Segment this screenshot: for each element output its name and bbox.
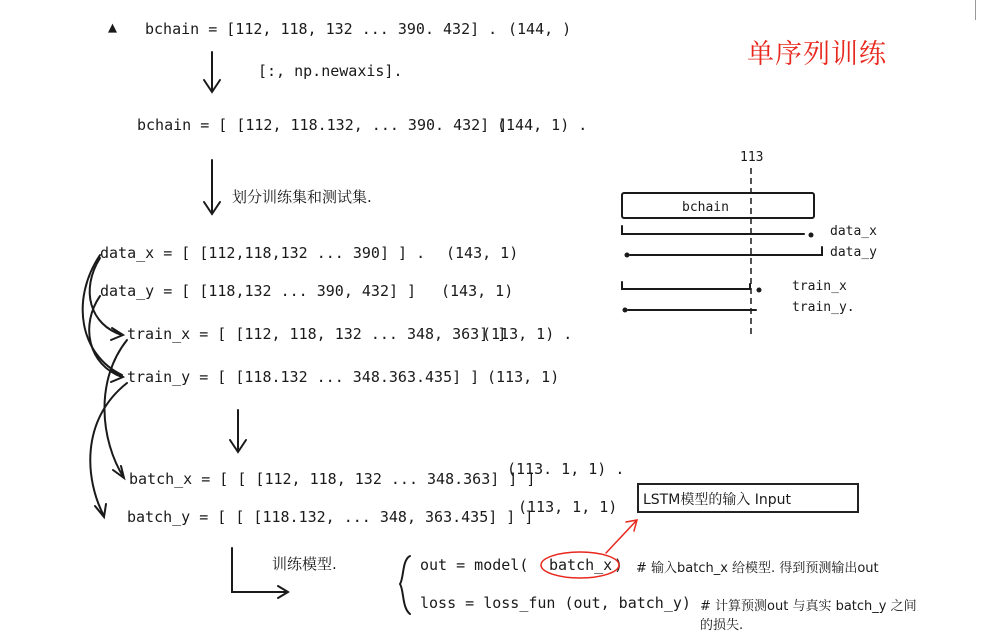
batch-y-line: batch_y = [ [ [118.132, ... 348, 363.435] ] ]	[127, 508, 534, 526]
train-y-shape: (113, 1)	[487, 368, 560, 386]
data-x-end-dot	[809, 233, 814, 238]
code-brace	[400, 556, 410, 614]
batch-x-highlight	[541, 552, 619, 578]
out-line-suffix: )	[614, 556, 624, 574]
side-train-y-label: train_y.	[792, 300, 855, 315]
curve-arrow-data-x-to-train-x	[90, 258, 123, 340]
split-label: 划分训练集和测试集.	[232, 188, 372, 206]
down-arrow-1	[204, 52, 220, 92]
bullet-mark: ▲	[108, 18, 118, 36]
down-arrow-2	[204, 160, 220, 214]
curve-arrow-data-y-to-train-y	[89, 296, 123, 382]
batch-y-shape: (113, 1, 1)	[518, 498, 618, 516]
down-arrow-3	[230, 410, 246, 452]
train-x-range	[622, 282, 750, 289]
curve-arrow-train-x-to-batch-x	[104, 340, 127, 478]
highlight-arrow-to-lstm-box	[606, 520, 637, 553]
data-x-shape: (143, 1)	[446, 244, 519, 262]
train-x-end-dot	[757, 288, 762, 293]
data-y-range	[630, 247, 822, 255]
bchain-2d-line: bchain = [ [112, 118.132, ... 390. 432] ]	[137, 116, 508, 134]
train-y-line: train_y = [ [118.132 ... 348.363.435] ]	[127, 368, 480, 386]
side-data-x-label: data_x	[830, 224, 877, 239]
loss-line: loss = loss_fun (out, batch_y)	[420, 594, 691, 612]
out-line-arg: batch_x	[549, 556, 613, 574]
loss-comment-2: 的损失.	[700, 618, 744, 633]
data-y-start-dot	[625, 253, 630, 258]
batch-x-line: batch_x = [ [ [112, 118, 132 ... 348.363] ] ]	[129, 470, 536, 488]
bchain-1d-shape: (144, )	[508, 20, 572, 38]
loss-comment: # 计算预测out 与真实 batch_y 之间	[700, 599, 917, 614]
batch-x-shape: (113. 1, 1) .	[507, 460, 625, 478]
bchain-2d-shape: (144, 1) .	[497, 116, 588, 134]
data-y-line: data_y = [ [118,132 ... 390, 432] ]	[100, 282, 417, 300]
bchain-bar	[622, 193, 814, 218]
train-model-corner-arrow	[232, 548, 288, 598]
lstm-input-label: LSTM模型的输入 Input	[643, 492, 792, 508]
side-data-y-label: data_y	[830, 245, 877, 260]
bchain-bar-label: bchain	[682, 200, 729, 215]
train-x-shape: (113, 1) .	[482, 325, 573, 343]
train-y-start-dot	[623, 308, 628, 313]
train-model-label: 训练模型.	[272, 555, 337, 573]
newaxis-label: [:, np.newaxis].	[258, 62, 403, 80]
out-comment: # 输入batch_x 给模型. 得到预测输出out	[636, 561, 879, 576]
page-title: 单序列训练	[747, 39, 887, 70]
train-x-line: train_x = [ [112, 118, 132 ... 348, 363] ]	[127, 325, 507, 343]
data-x-range	[622, 226, 804, 234]
side-train-x-label: train_x	[792, 279, 847, 294]
data-y-shape: (143, 1)	[441, 282, 514, 300]
data-x-line: data_x = [ [112,118,132 ... 390] ] .	[100, 244, 426, 262]
split-index-label: 113	[740, 150, 764, 165]
out-line-prefix: out = model(	[420, 556, 529, 574]
bchain-1d-line: bchain = [112, 118, 132 ... 390. 432] .	[145, 20, 498, 38]
curve-arrow-train-y-to-batch-y	[90, 383, 127, 517]
